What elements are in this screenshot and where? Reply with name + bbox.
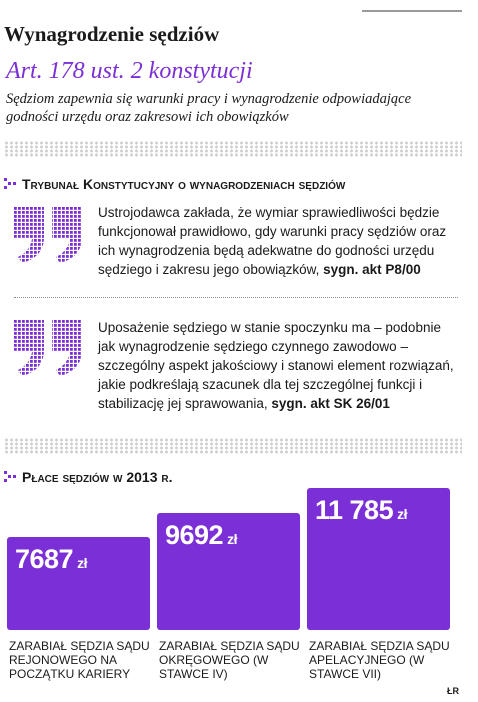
page-title: Wynagrodzenie sędziów (4, 22, 220, 46)
quote-1 (98, 203, 460, 279)
section-marker-icon (4, 178, 18, 190)
article-subtitle: Sędziom zapewnia się warunki pracy i wynagrodzenie odpowiadające godności urzędu oraz zakresowi ich obowiązków (6, 91, 412, 125)
salary-category-label: ZARABIAŁ SĘDZIA SĄDU OKRĘGOWEGO (W STAWCE IV) (159, 639, 300, 681)
dot-band-top (4, 141, 462, 157)
quote-2-signature: sygn. akt SK 26/01 (271, 396, 390, 411)
quote-divider (14, 297, 458, 298)
chart-title (4, 469, 172, 485)
salary-value-label (315, 495, 407, 526)
quote-2 (98, 318, 460, 413)
salary-category-label: ZARABIAŁ SĘDZIA SĄDU REJONOWEGO NA POCZĄTKU KARIERY (9, 639, 150, 681)
currency-unit: zł (77, 555, 87, 571)
currency-unit: zł (227, 531, 237, 547)
currency-unit: zł (397, 506, 407, 522)
salary-amount: 11 785 (315, 495, 394, 525)
salary-amount: 9692 (165, 520, 224, 550)
quote-mark-icon (10, 316, 88, 378)
salary-bar (307, 488, 450, 630)
tribunal-heading (4, 176, 345, 192)
salary-bar (7, 537, 150, 630)
quote-mark-icon (10, 203, 88, 265)
salary-category-label: ZARABIAŁ SĘDZIA SĄDU APELACYJNEGO (W STAWCE VII) (309, 639, 450, 681)
dot-band-bottom (4, 438, 462, 454)
quote-1-text: Ustrojodawca zakłada, że wymiar sprawiedliwości będzie funkcjonował prawidłowo, gdy warunki pracy sędziów oraz ich wynagrodzenia będą adekwatne do godności urzędu sędziego i zakresu jego obowiązków, (98, 205, 447, 277)
tribunal-heading-text: Trybunał Konstytucyjny o wynagrodzeniach sędziów (22, 176, 346, 192)
quote-2-text: Uposażenie sędziego w stanie spoczynku ma – podobnie jak wynagrodzenie sędziego czynnego zawodowo – szczególny aspekt jakościowy i stanowi element rozwiązań, jakie podkreślają szacunek dla tej szczególnej funkcji i stabilizację jej sprawowania, (98, 320, 454, 411)
top-rule (362, 10, 462, 20)
salary-value-label (15, 544, 87, 575)
section-marker-icon (4, 471, 18, 483)
salary-bar (157, 513, 300, 630)
credit: ŁR (447, 686, 459, 696)
quote-1-signature: sygn. akt P8/00 (323, 262, 421, 277)
salary-value-label (165, 520, 237, 551)
chart-title-text: Płace sędziów w 2013 r. (22, 469, 173, 485)
salary-amount: 7687 (15, 544, 74, 574)
article-heading: Art. 178 ust. 2 konstytucji (6, 58, 253, 84)
